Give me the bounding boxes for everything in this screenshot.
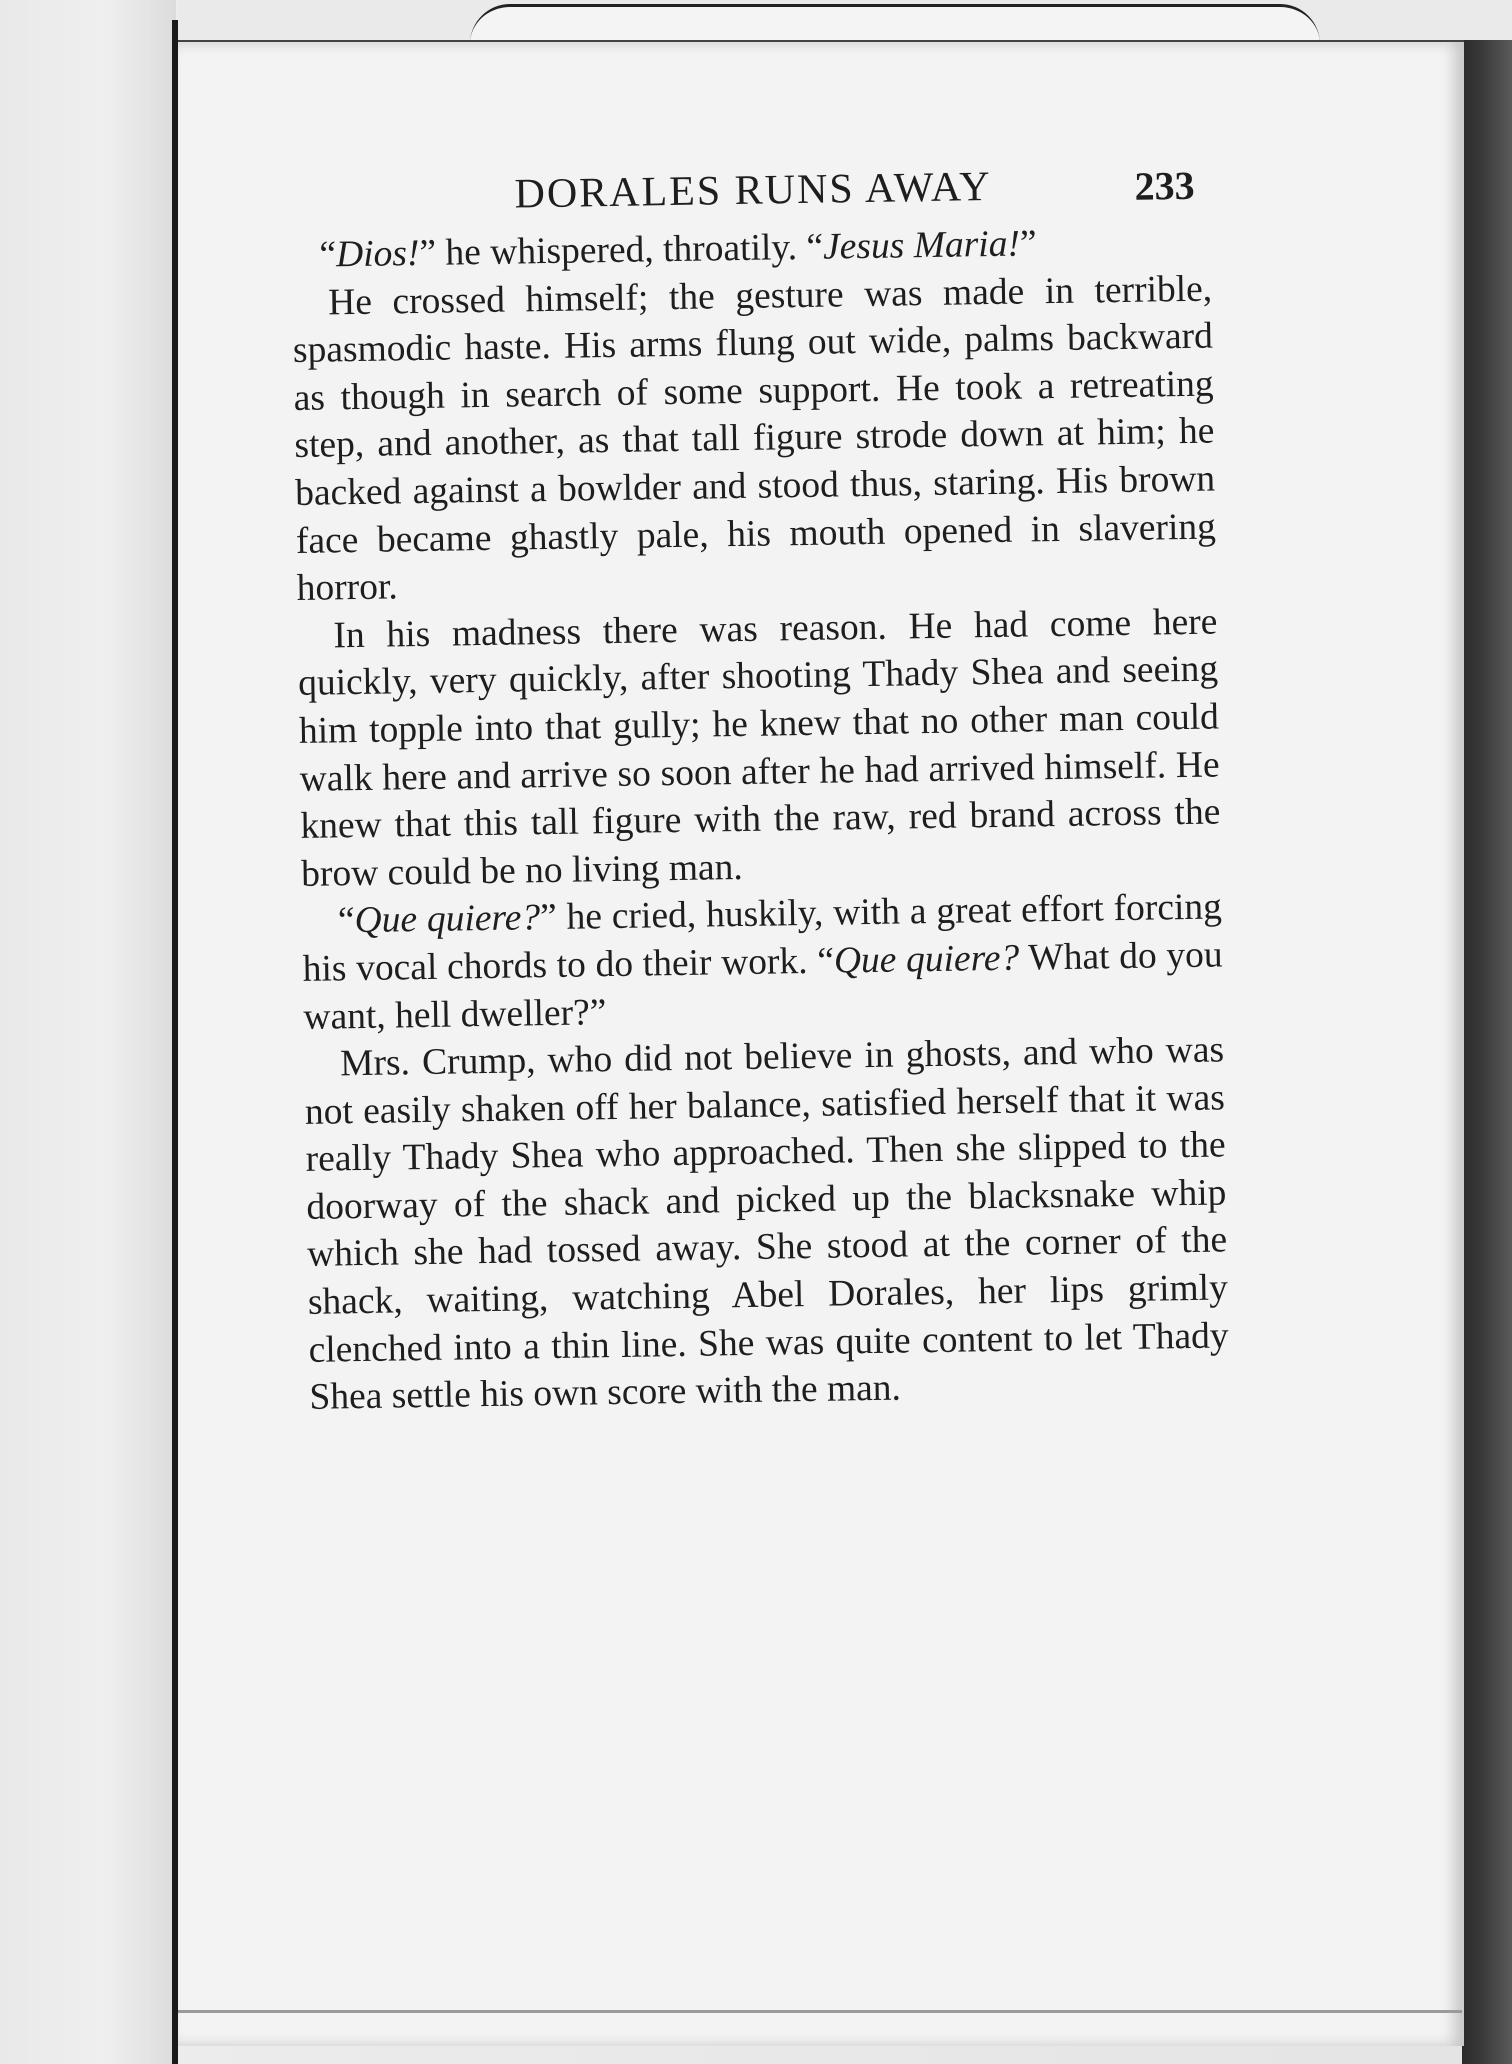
page-number: 233 xyxy=(1134,162,1195,209)
text-run: ” xyxy=(1019,223,1037,265)
italic-text: Que quiere? xyxy=(833,937,1020,982)
paragraph xyxy=(292,265,1217,613)
book-cover-edge xyxy=(1462,40,1512,2064)
italic-text: Dios! xyxy=(335,232,420,276)
paragraph xyxy=(302,884,1224,1041)
italic-text: Que quiere? xyxy=(354,897,541,942)
text-run: He crossed himself; the gesture was made in terrible, spasmodic haste. His arms flung out wide, palms backward as though in search of some support. He took a retreating step, and another, as that tall figure strode down at him; he backed against a bowlder and stood thus, staring. His brown face became ghastly pale, his mouth opened in slavering horror. xyxy=(292,268,1217,610)
running-title: DORALES RUNS AWAY xyxy=(514,163,992,218)
italic-text: Jesus Maria! xyxy=(822,223,1021,268)
page-bottom-edge xyxy=(178,2010,1462,2013)
text-run: What do you want, hell dweller?” xyxy=(303,934,1223,1038)
paragraph xyxy=(297,598,1221,898)
text-run: Mrs. Crump, who did not believe in ghosts, and who was not easily shaken off her balance, satisfied herself that it was really Thady Shea who approached. Then she slipped to the doorway of the shack and picked up the blacksnake whip which she had tossed away. She stood at the corner of the shack, waiting, watching Abel Dorales, her lips grimly clenched into a thin line. She was quite content to let Thady Shea settle his own score with the man. xyxy=(304,1029,1229,1419)
text-run: “ xyxy=(319,234,337,276)
paragraph xyxy=(304,1027,1230,1422)
body-text xyxy=(291,218,1230,1422)
text-run: In his madness there was reason. He had come here quickly, very quickly, after shooting Thady Shea and seeing him topple into that gully; he knew that no other man could walk here and arrive so soon after he had arrived himself. He knew that this tall figure with the raw, red brand across the brow could be no living man. xyxy=(297,601,1221,895)
text-run: ” he whispered, throatily. “ xyxy=(419,226,824,274)
running-head xyxy=(290,148,1211,232)
text-run: “ xyxy=(337,900,355,942)
text-run: ” he cried, huskily, with a great effort forcing his vocal chords to do their work. “ xyxy=(302,886,1223,990)
page-content xyxy=(290,148,1230,1422)
facing-page xyxy=(0,0,176,2064)
